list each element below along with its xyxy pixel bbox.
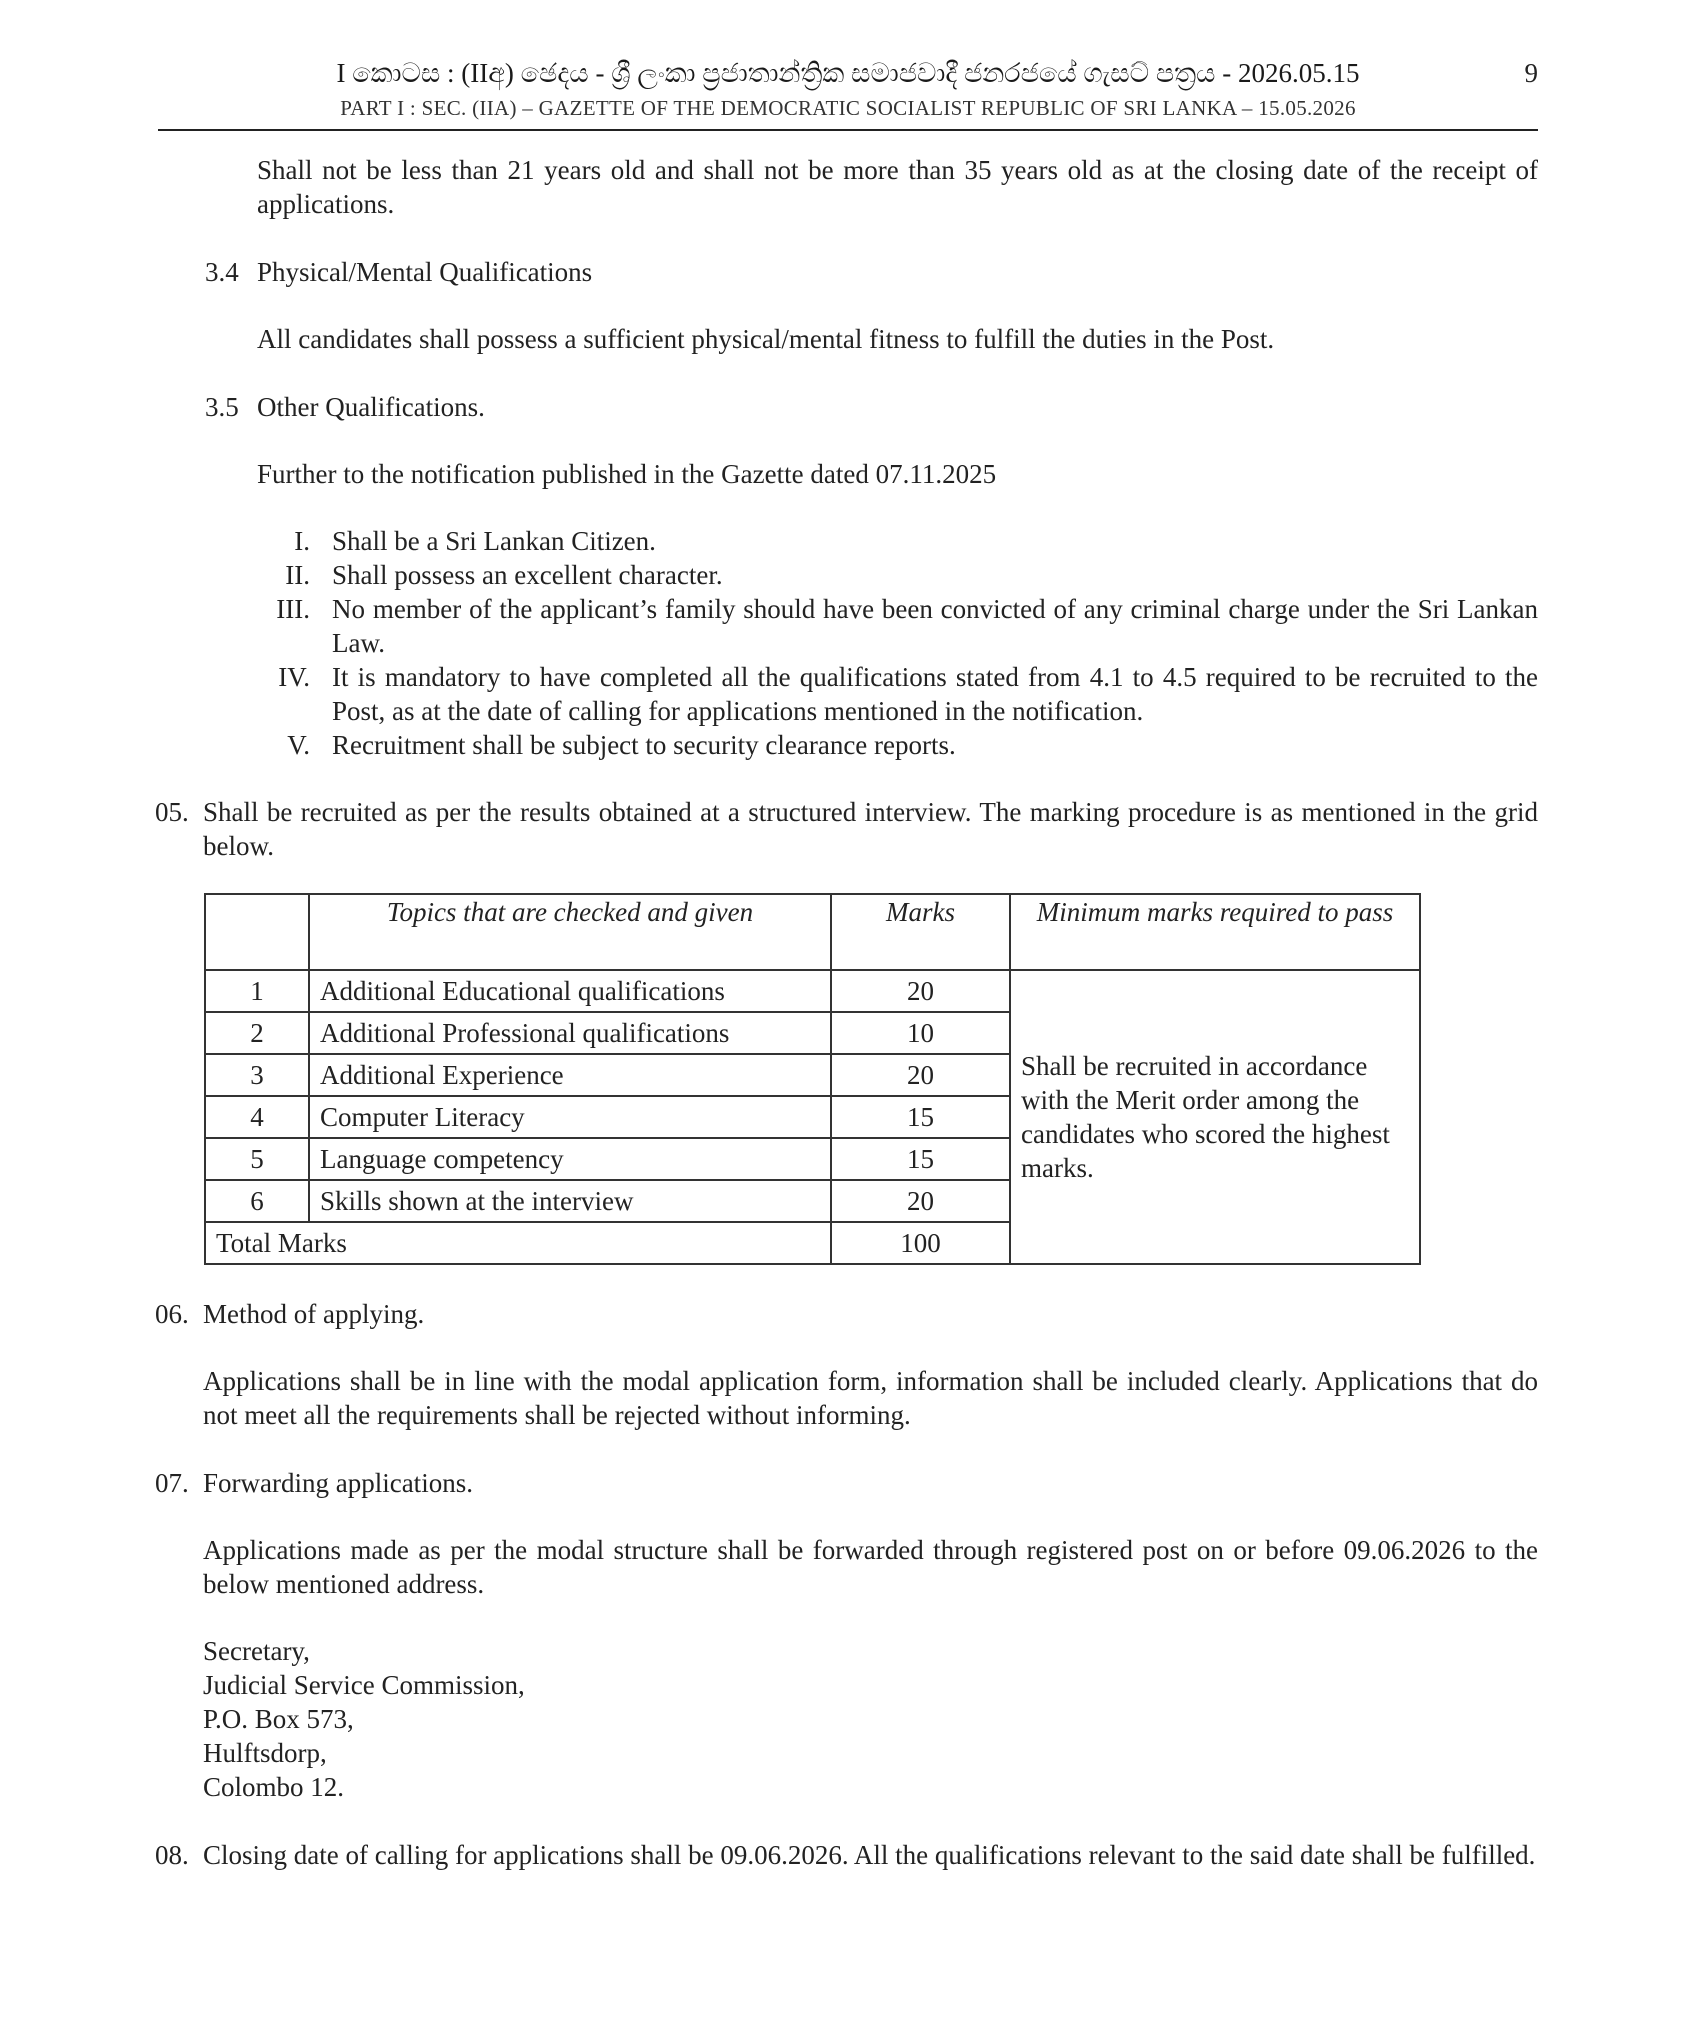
section-3-5-intro: Further to the notification published in the Gazette dated 07.11.2025 [257,459,997,489]
row-number: 5 [205,1138,309,1180]
row-number: 3 [205,1054,309,1096]
page-number: 9 [1524,58,1538,88]
section-3-4-number: 3.4 [205,257,239,287]
list-numeral: IV. [278,662,310,692]
header-marks: Marks [831,894,1010,970]
section-3-5-number: 3.5 [205,392,239,422]
header-minimum-marks: Minimum marks required to pass [1010,894,1420,970]
address-line: Hulftsdorp, [203,1738,327,1768]
section-08-number: 08. [155,1840,189,1870]
row-marks: 15 [831,1138,1010,1180]
row-number: 2 [205,1012,309,1054]
section-3-5-title: Other Qualifications. [257,392,485,422]
row-topic: Language competency [309,1138,831,1180]
marking-table [204,893,1421,1265]
section-06-title: Method of applying. [203,1299,425,1329]
header-no-cell [205,894,309,970]
row-number: 4 [205,1096,309,1138]
list-numeral: II. [285,560,310,590]
section-05-number: 05. [155,797,189,827]
row-topic: Additional Professional qualifications [309,1012,831,1054]
list-numeral: V. [287,730,310,760]
row-number: 1 [205,970,309,1012]
list-numeral: I. [294,526,310,556]
section-07-title: Forwarding applications. [203,1468,473,1498]
total-marks-value: 100 [831,1222,1010,1264]
list-item: Shall possess an excellent character. [332,560,723,590]
row-number: 6 [205,1180,309,1222]
list-item: Recruitment shall be subject to security clearance reports. [332,730,956,760]
row-marks: 20 [831,1054,1010,1096]
total-marks-label: Total Marks [205,1222,831,1264]
section-07-number: 07. [155,1468,189,1498]
row-topic: Skills shown at the interview [309,1180,831,1222]
section-07-body: Applications made as per the modal structure shall be forwarded through registered post on or before 09.06.2026 to the below mentioned address. [203,1535,1538,1599]
address-line: Colombo 12. [203,1772,345,1802]
row-marks: 10 [831,1012,1010,1054]
address-line: Judicial Service Commission, [203,1670,525,1700]
list-item: It is mandatory to have completed all the qualifications stated from 4.1 to 4.5 required to be recruited to the Post, as at the date of calling for applications mentioned in the notification. [332,662,1538,726]
age-requirement-text: Shall not be less than 21 years old and shall not be more than 35 years old as at the closing date of the receipt of applications. [257,155,1538,219]
header-english-title: PART I : SEC. (IIA) – GAZETTE OF THE DEMOCRATIC SOCIALIST REPUBLIC OF SRI LANKA – 15.05.2026 [340,96,1356,120]
page-header [158,58,1538,132]
address-line: Secretary, [203,1636,310,1666]
mailing-address [203,1634,525,1804]
table-header-row [205,894,1420,970]
row-topic: Additional Experience [309,1054,831,1096]
section-3-4-body: All candidates shall possess a sufficient physical/mental fitness to fulfill the duties in the Post. [257,324,1275,354]
address-line: P.O. Box 573, [203,1704,354,1734]
table-row [205,970,1420,1012]
row-marks: 20 [831,970,1010,1012]
section-08-text: Closing date of calling for applications shall be 09.06.2026. All the qualifications relevant to the said date shall be fulfilled. [203,1840,1536,1870]
row-marks: 20 [831,1180,1010,1222]
row-topic: Computer Literacy [309,1096,831,1138]
list-item: Shall be a Sri Lankan Citizen. [332,526,656,556]
section-05-text: Shall be recruited as per the results obtained at a structured interview. The marking procedure is as mentioned in the grid below. [203,797,1538,861]
list-numeral: III. [276,594,310,624]
minimum-marks-note: Shall be recruited in accordance with the Merit order among the candidates who scored the highest marks. [1010,970,1420,1264]
row-marks: 15 [831,1096,1010,1138]
section-06-number: 06. [155,1299,189,1329]
row-topic: Additional Educational qualifications [309,970,831,1012]
header-divider [158,129,1538,131]
header-sinhala-title: I කොටස : (IIඅ) ඡෙදය - ශ්‍රී ලංකා ප්‍රජාතාන්ත්‍රික සමාජවාදී ජනරජයේ ගැසට් පත්‍රය - 2026.05.15 [336,58,1360,88]
header-topics: Topics that are checked and given [309,894,831,970]
list-item: No member of the applicant’s family should have been convicted of any criminal charge under the Sri Lankan Law. [332,594,1538,658]
section-06-body: Applications shall be in line with the modal application form, information shall be included clearly. Applications that do not meet all the requirements shall be rejected without informing. [203,1366,1538,1430]
section-3-4-title: Physical/Mental Qualifications [257,257,593,287]
